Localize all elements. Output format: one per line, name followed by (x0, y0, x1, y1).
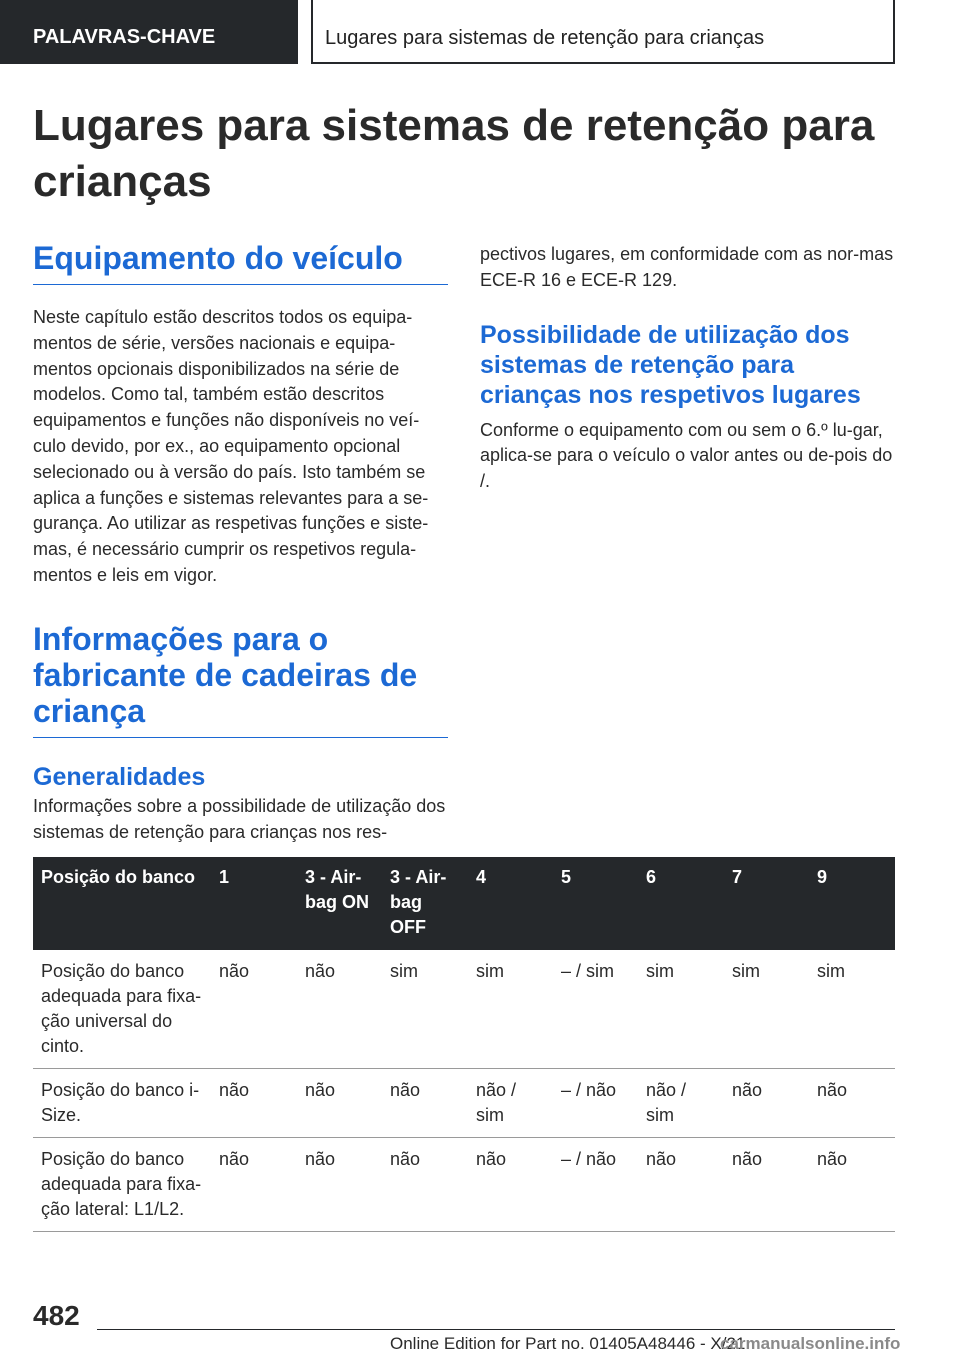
table-cell: – / sim (553, 950, 638, 1069)
table-cell: sim (724, 950, 809, 1069)
table-cell: – / não (553, 1069, 638, 1138)
table-cell: Posição do banco i-Size. (33, 1069, 211, 1138)
table-cell: não (382, 1069, 468, 1138)
table-cell: não (382, 1138, 468, 1232)
heading-possibility: Possibilidade de utilização dos sistemas de retenção para crianças nos respetivos lugares (480, 320, 861, 409)
footer-edition: Online Edition for Part no. 01405A48446 - X/21 (390, 1334, 746, 1353)
heading-general: Generalidades (33, 762, 206, 791)
paragraph-general: Informações sobre a possibilidade de utilização dos sistemas de retenção para crianças nos res- (33, 795, 446, 842)
paragraph-possibility: Conforme o equipamento com ou sem o 6.º lu-gar, aplica-se para o veículo o valor antes ou de-pois do /. (480, 419, 893, 492)
header-cell: 6 (638, 857, 724, 950)
table-cell: sim (809, 950, 895, 1069)
table-cell: Posição do banco adequada para fixa-ção universal do cinto. (33, 950, 211, 1069)
table-cell: não / sim (468, 1069, 553, 1138)
header-cell: 4 (468, 857, 553, 950)
table-cell: não (724, 1138, 809, 1232)
watermark: carmanualsonline.info (720, 1334, 901, 1353)
table-cell: não (724, 1069, 809, 1138)
left-column (33, 240, 448, 845)
header-cell: Posição do banco (33, 857, 211, 950)
table-cell: não (468, 1138, 553, 1232)
header-cell: 7 (724, 857, 809, 950)
footer-divider (97, 1329, 895, 1330)
table-row (33, 1138, 895, 1232)
table-row (33, 950, 895, 1069)
table-cell: sim (382, 950, 468, 1069)
table-cell: não (297, 1138, 382, 1232)
right-column (480, 242, 895, 495)
header-tab: PALAVRAS-CHAVE (0, 0, 298, 64)
table-cell: não (297, 950, 382, 1069)
table-cell: não (638, 1138, 724, 1232)
heading-equipment: Equipamento do veículo (33, 240, 448, 285)
table-cell: não (211, 1069, 297, 1138)
table-cell: não (809, 1069, 895, 1138)
paragraph-continuation: pectivos lugares, em conformidade com as nor-mas ECE-R 16 e ECE-R 129. (480, 244, 894, 290)
paragraph-equipment: Neste capítulo estão descritos todos os equipa-mentos de série, versões nacionais e equipa-mentos opcionais disponibilizados na série de modelos. Como tal, também estão descritos equipamentos e funções não disponíveis no veí-culo devido, por ex., ao equipamento opcional selecionado ou à versão do país. Isto também se aplica a funções e sistemas relevantes para a se-gurança. Ao utilizar as respetivas funções e siste-mas, é necessário cumprir os respetivos regula-mentos e leis em vigor. (33, 307, 429, 585)
table-cell: – / não (553, 1138, 638, 1232)
table-row (33, 1069, 895, 1138)
header-cell: 1 (211, 857, 297, 950)
header-section-title: Lugares para sistemas de retenção para crianças (311, 0, 895, 64)
header-cell: 9 (809, 857, 895, 950)
page-number: 482 (33, 1300, 80, 1331)
page-title: Lugares para sistemas de retenção para crianças (33, 101, 875, 206)
seat-suitability-table (33, 857, 895, 1232)
header-cell: 3 - Air-bag OFF (382, 857, 468, 950)
table-cell: não (809, 1138, 895, 1232)
table-cell: sim (638, 950, 724, 1069)
heading-manufacturer-info: Informações para o fabricante de cadeiras de criança (33, 621, 448, 738)
table-cell: sim (468, 950, 553, 1069)
table-header-row (33, 857, 895, 950)
table-cell: não (297, 1069, 382, 1138)
table-cell: não (211, 950, 297, 1069)
header-cell: 3 - Air-bag ON (297, 857, 382, 950)
table-cell: não / sim (638, 1069, 724, 1138)
header-cell: 5 (553, 857, 638, 950)
table-cell: não (211, 1138, 297, 1232)
table-cell: Posição do banco adequada para fixa-ção lateral: L1/L2. (33, 1138, 211, 1232)
